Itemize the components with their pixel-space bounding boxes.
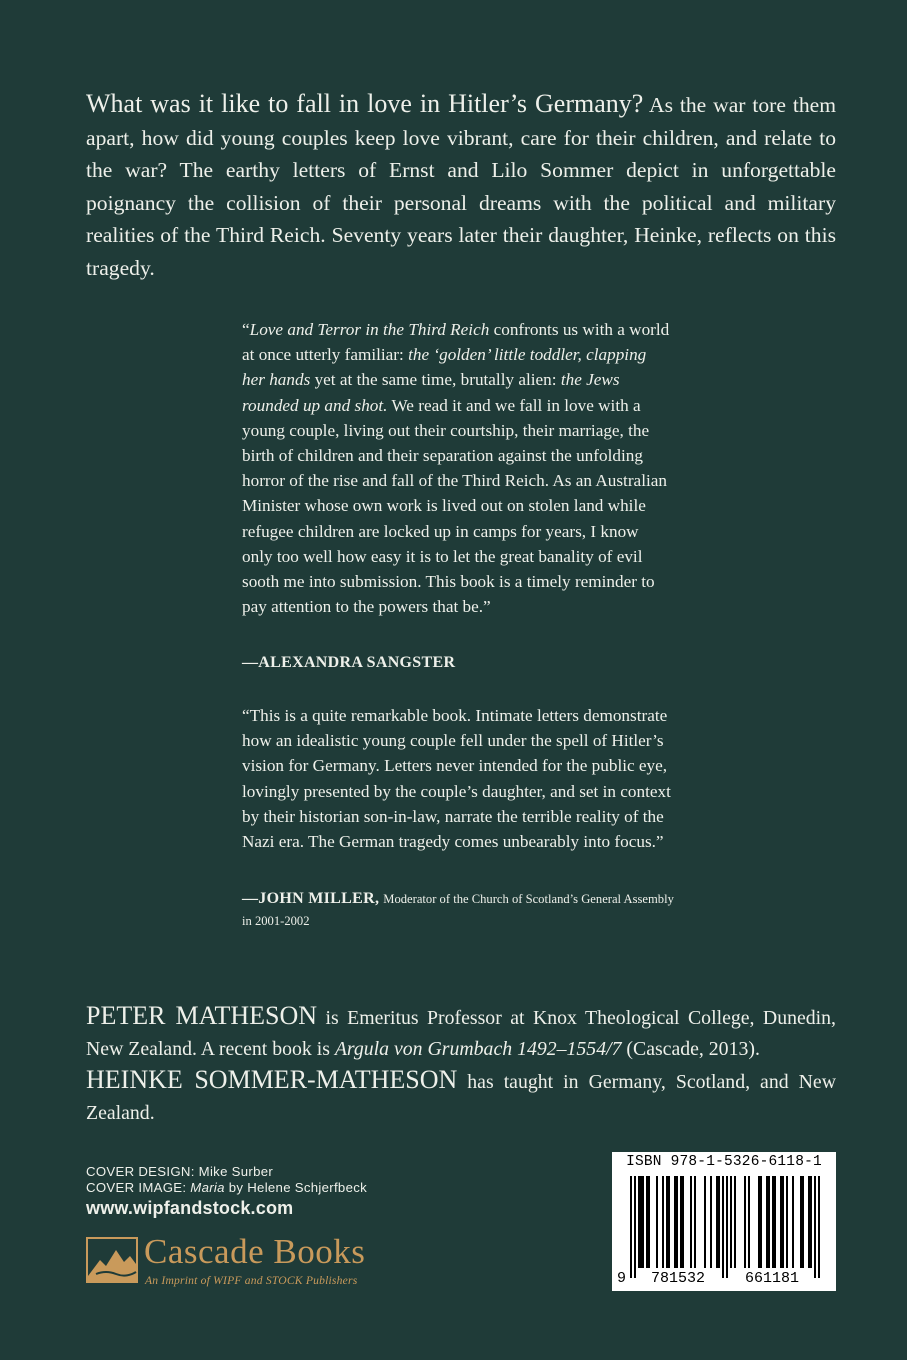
barcode-bar xyxy=(642,1176,644,1268)
barcode-bar xyxy=(792,1176,794,1268)
barcode-bar xyxy=(768,1176,770,1268)
barcode-bar xyxy=(814,1176,816,1278)
barcode-bar xyxy=(716,1176,718,1268)
barcode-bar xyxy=(646,1176,648,1268)
barcode-bar xyxy=(630,1176,632,1278)
barcode-bar xyxy=(726,1176,728,1278)
barcode-bar xyxy=(774,1176,776,1268)
barcode-bar xyxy=(800,1176,802,1268)
publisher-website: www.wipfandstock.com xyxy=(86,1198,294,1218)
quote-text: “ xyxy=(242,320,250,339)
barcode-bar xyxy=(818,1176,820,1278)
quote-text: “This is a quite remarkable book. Intimate letters demonstrate how an idealistic young couple fell under the spell of Hitler’s vision for Germany. Letters never intended for the public eye, lovingly presented by the couple’s daughter, and set in context by their historian son-in-law, narrate the terrible reality of the Nazi era. The German tragedy comes unbearably into focus.” xyxy=(242,706,671,852)
barcode-bar xyxy=(744,1176,746,1268)
barcode-bar xyxy=(648,1176,650,1268)
endorsement-attribution-miller xyxy=(242,888,682,932)
barcode-bar xyxy=(780,1176,782,1268)
barcode-bar xyxy=(808,1176,810,1268)
barcode-bar xyxy=(634,1176,636,1278)
barcode-bar xyxy=(656,1176,658,1268)
barcode-bar xyxy=(694,1176,696,1268)
credit-value: Mike Surber xyxy=(198,1164,274,1179)
credit-value: by Helene Schjerfbeck xyxy=(224,1180,367,1196)
barcode-bar xyxy=(748,1176,750,1268)
cover-design-credit xyxy=(86,1164,367,1180)
barcode-bar xyxy=(676,1176,678,1268)
mountain-logo-icon xyxy=(86,1234,142,1290)
isbn-barcode xyxy=(612,1152,836,1291)
isbn-label: ISBN 978-1-5326-6118-1 xyxy=(626,1154,822,1170)
barcode-bar xyxy=(760,1176,762,1268)
barcode-bar xyxy=(786,1176,788,1268)
cover-credits xyxy=(86,1164,367,1197)
author-bio-peter-matheson xyxy=(86,1000,836,1065)
barcode-bar xyxy=(722,1176,724,1278)
author-name: PETER MATHESON xyxy=(86,1001,318,1030)
barcode-bar xyxy=(772,1176,774,1268)
blurb-lead-question: What was it like to fall in love in Hitler’s Germany? xyxy=(86,89,644,118)
quote-italic-text: the Jews rounded up and shot. xyxy=(242,370,620,415)
author-name: HEINKE SOMMER-MATHESON xyxy=(86,1065,458,1094)
credit-label: COVER IMAGE: xyxy=(86,1180,191,1196)
endorser-affiliation: Moderator of the Church of Scotland’s General Assembly in 2001-2002 xyxy=(242,892,674,928)
endorser-name: —JOHN MILLER, xyxy=(242,890,380,907)
barcode-digits: 661181 xyxy=(744,1270,800,1287)
artwork-title: Maria xyxy=(190,1180,225,1196)
barcode-bar xyxy=(640,1176,642,1268)
barcode-bar xyxy=(718,1176,720,1268)
barcode-bar xyxy=(690,1176,692,1268)
back-cover-blurb xyxy=(86,88,836,285)
endorsement-attribution-sangster: —ALEXANDRA SANGSTER xyxy=(242,654,456,671)
barcode-bar xyxy=(704,1176,706,1268)
endorsement-quote-miller xyxy=(242,703,672,854)
barcode-bar xyxy=(710,1176,712,1268)
endorsement-quote-sangster xyxy=(242,317,672,619)
quote-italic-text: Love and Terror in the Third Reich xyxy=(249,320,490,339)
barcode-icon xyxy=(612,1152,836,1291)
credit-label: COVER DESIGN: xyxy=(86,1164,199,1179)
author-bio-heinke-sommer-matheson xyxy=(86,1064,836,1129)
publisher-tagline: An Imprint of WIPF and STOCK Publishers xyxy=(145,1274,358,1287)
barcode-digits: 9 xyxy=(616,1270,626,1287)
barcode-bar xyxy=(674,1176,676,1268)
quote-text: confronts us with a world at once utterly familiar: xyxy=(242,320,670,365)
cover-image-credit xyxy=(86,1180,367,1196)
barcode-bar xyxy=(730,1176,732,1268)
quote-italic-text: the ‘golden’ little toddler, clapping her hands xyxy=(242,345,647,390)
barcode-bar xyxy=(666,1176,668,1268)
barcode-bar xyxy=(668,1176,670,1268)
barcode-digits: 781532 xyxy=(650,1270,706,1287)
publisher-name: Cascade Books xyxy=(144,1232,366,1271)
barcode-bar xyxy=(638,1176,640,1268)
barcode-bar xyxy=(810,1176,812,1268)
barcode-bar xyxy=(758,1176,760,1268)
quote-text: We read it and we fall in love with a young couple, living out their courtship, their marriage, the birth of children and their separation against the unfolding horror of the rise and fall of the Third Reich. As an Australian Minister whose own work is lived out on stolen land while refugee children are locked up in camps for years, I know only too well how easy it is to let the great banality of evil sooth me into submission. This book is a timely reminder to pay attention to the powers that be.” xyxy=(242,395,667,617)
blurb-body: As the war tore them apart, how did young couples keep love vibrant, care for their children, and relate to the war? The earthy letters of Ernst and Lilo Sommer depict in unforgettable poignancy the collision of their personal dreams with the political and military realities of the Third Reich. Seventy years later their daughter, Heinke, reflects on this tragedy. xyxy=(86,93,836,280)
barcode-bar xyxy=(662,1176,664,1268)
barcode-bar xyxy=(802,1176,804,1268)
barcode-bar xyxy=(766,1176,768,1268)
barcode-bar xyxy=(782,1176,784,1268)
bio-text: is Emeritus Professor at Knox Theological College, Dunedin, New Zealand. A recent book is xyxy=(86,1007,836,1060)
barcode-bar xyxy=(682,1176,684,1268)
book-title: Argula von Grumbach 1492–1554/7 xyxy=(334,1038,622,1060)
barcode-bar xyxy=(680,1176,682,1268)
publisher-logo xyxy=(86,1234,416,1294)
bio-text: has taught in Germany, Scotland, and New Zealand. xyxy=(86,1071,836,1124)
barcode-bar xyxy=(734,1176,736,1268)
quote-text: yet at the same time, brutally alien: xyxy=(310,370,561,390)
bio-text-end: (Cascade, 2013). xyxy=(621,1038,760,1060)
